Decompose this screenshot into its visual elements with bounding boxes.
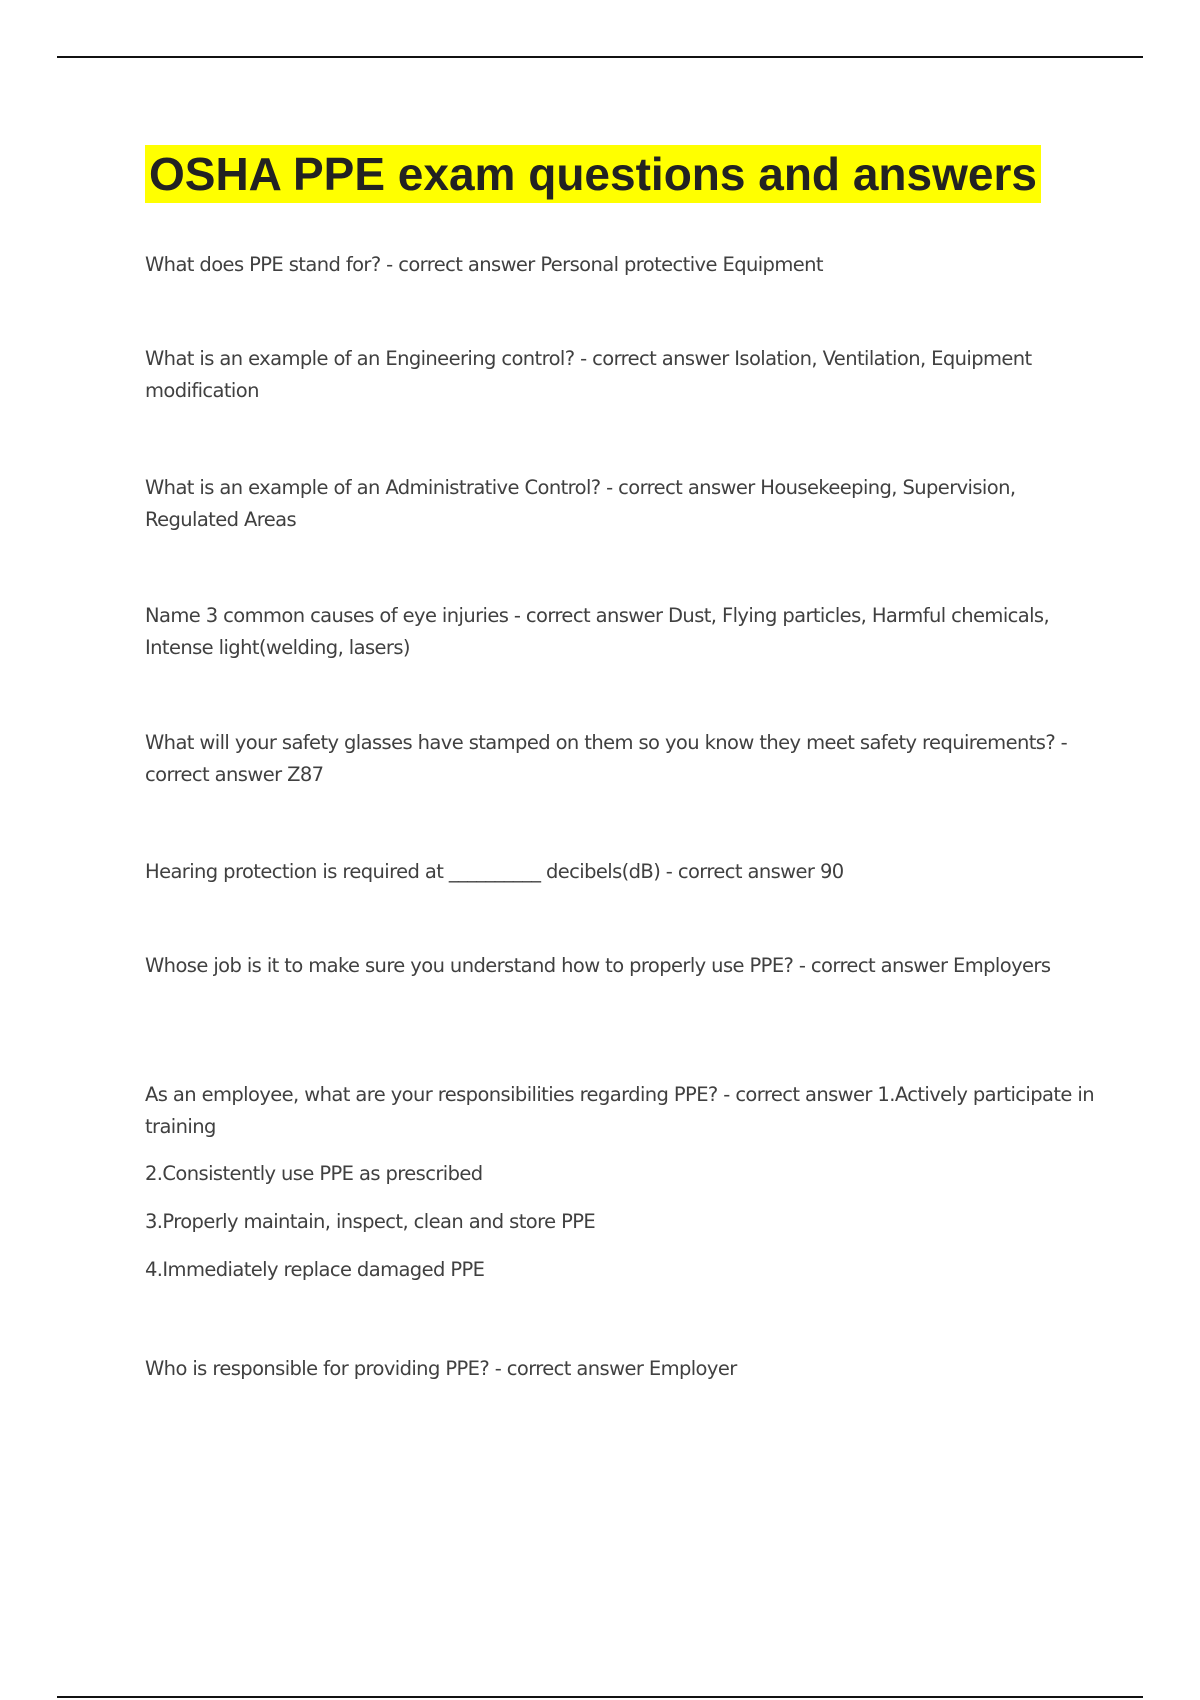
qa-text: Name 3 common causes of eye injuries - correct answer Dust, Flying particles, Harmful chemicals, Intense light(welding, lasers) xyxy=(145,604,1050,659)
bottom-rule xyxy=(57,1696,1143,1698)
qa-continuation-line: 3.Properly maintain, inspect, clean and store PPE xyxy=(145,1210,596,1233)
qa-item xyxy=(145,727,1095,791)
qa-text: Hearing protection is required at __________ decibels(dB) - correct answer 90 xyxy=(145,860,844,883)
qa-text: Who is responsible for providing PPE? - correct answer Employer xyxy=(145,1357,737,1380)
qa-item xyxy=(145,1353,1095,1385)
qa-item xyxy=(145,1079,1095,1286)
qa-item xyxy=(145,249,1095,281)
qa-text: What does PPE stand for? - correct answer Personal protective Equipment xyxy=(145,253,823,276)
qa-continuation-line: 4.Immediately replace damaged PPE xyxy=(145,1258,485,1281)
qa-text: Whose job is it to make sure you understand how to properly use PPE? - correct answer Employers xyxy=(145,954,1051,977)
qa-text: As an employee, what are your responsibilities regarding PPE? - correct answer 1.Actively participate in training xyxy=(145,1083,1094,1138)
top-rule xyxy=(57,56,1143,58)
qa-text: What will your safety glasses have stamped on them so you know they meet safety requirements? - correct answer Z87 xyxy=(145,731,1068,786)
qa-item xyxy=(145,856,1095,888)
document-title: OSHA PPE exam questions and answers xyxy=(145,145,1041,203)
qa-item xyxy=(145,343,1095,407)
qa-item xyxy=(145,472,1095,536)
qa-text: What is an example of an Engineering control? - correct answer Isolation, Ventilation, Equipment modification xyxy=(145,347,1032,402)
qa-continuation-line: 2.Consistently use PPE as prescribed xyxy=(145,1162,483,1185)
qa-text: What is an example of an Administrative Control? - correct answer Housekeeping, Supervision, Regulated Areas xyxy=(145,476,1016,531)
qa-item xyxy=(145,600,1095,664)
qa-item xyxy=(145,950,1095,982)
